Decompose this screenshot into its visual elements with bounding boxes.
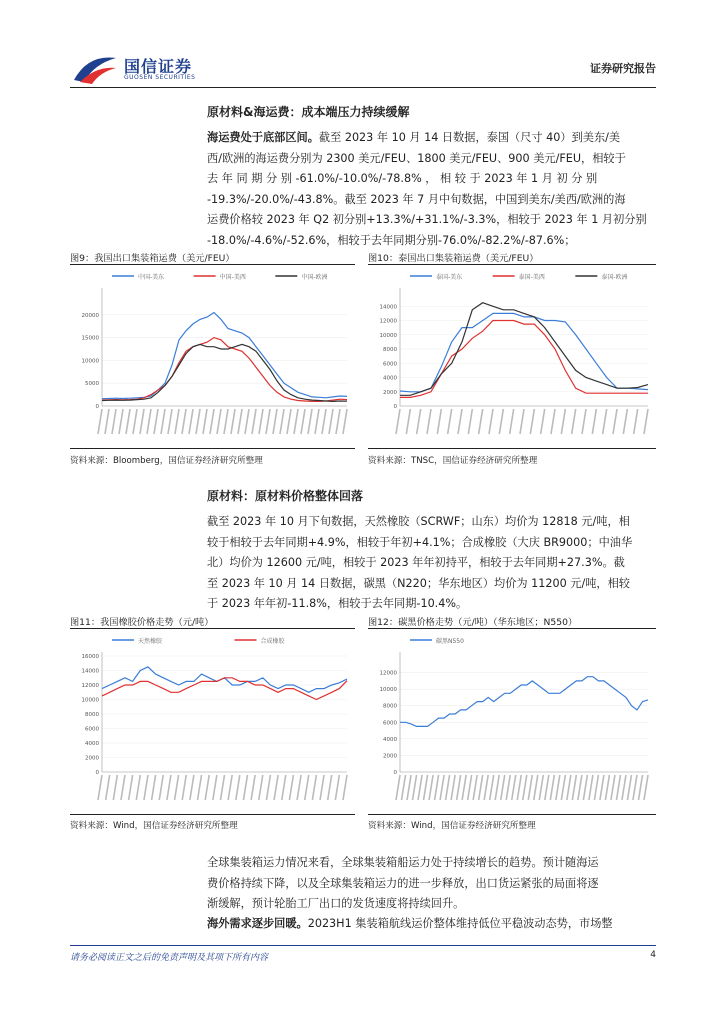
x-tick-mark bbox=[506, 775, 510, 800]
legend-label: 碳黑N550 bbox=[436, 638, 464, 645]
x-tick-mark bbox=[600, 775, 604, 800]
section-title-materials: 原材料：原材料价格整体回落 bbox=[207, 489, 364, 503]
x-tick-mark bbox=[140, 409, 144, 434]
text-line: 于 2023 年年初-11.8%，相较于去年同期-10.4%。 bbox=[207, 597, 468, 610]
x-tick-mark bbox=[105, 409, 109, 434]
x-tick-mark bbox=[175, 409, 179, 434]
text-line: 北）均价为 12600 元/吨，相较于 2023 年年初持平，相较于去年同期+27.3%。截 bbox=[207, 556, 625, 569]
fig11-bottom-rule bbox=[70, 814, 355, 815]
guosen-logo-icon bbox=[70, 52, 120, 86]
x-tick-mark bbox=[322, 409, 326, 434]
paragraph-shipping bbox=[207, 128, 656, 251]
x-tick-mark bbox=[613, 409, 617, 434]
fig9-title-rule bbox=[70, 264, 355, 265]
x-tick-mark bbox=[312, 775, 316, 800]
x-tick-mark bbox=[147, 409, 151, 434]
x-tick-mark bbox=[259, 775, 263, 800]
x-tick-mark bbox=[611, 775, 615, 800]
text-line: 海外需求逐步回暖。2023H1 集装箱航线运价整体维持低位平稳波动态势，市场整 bbox=[207, 917, 613, 930]
x-tick-mark bbox=[126, 409, 130, 434]
footer-divider bbox=[70, 945, 656, 946]
y-tick-label: 6000 bbox=[383, 720, 397, 727]
x-tick-mark bbox=[435, 775, 439, 800]
page-header bbox=[70, 48, 656, 88]
x-tick-mark bbox=[136, 775, 140, 800]
text-line: 去 年 同 期 分 别 -61.0%/-10.0%/-78.8% ， 相 较 于 2023 年 1 月 初 分 别 bbox=[207, 172, 598, 185]
x-tick-mark bbox=[512, 775, 516, 800]
x-tick-mark bbox=[616, 775, 620, 800]
y-tick-label: 4000 bbox=[85, 741, 99, 747]
x-tick-mark bbox=[407, 775, 411, 800]
text-line: 截至 2023 年 10 月下旬数据，天然橡胶（SCRWF；山东）均价为 12818 元/吨，相 bbox=[207, 515, 630, 528]
fig10-chart-svg bbox=[368, 266, 656, 444]
x-tick-mark bbox=[266, 775, 270, 800]
x-tick-mark bbox=[413, 775, 417, 800]
x-tick-mark bbox=[594, 775, 598, 800]
x-tick-mark bbox=[633, 775, 637, 800]
fig12-title-rule bbox=[368, 628, 656, 629]
legend-label: 天然橡胶 bbox=[138, 638, 163, 645]
x-tick-mark bbox=[213, 775, 217, 800]
x-tick-mark bbox=[217, 409, 221, 434]
x-tick-mark bbox=[182, 775, 186, 800]
x-tick-mark bbox=[205, 775, 209, 800]
y-tick-label: 4000 bbox=[383, 375, 397, 382]
x-tick-mark bbox=[252, 409, 256, 434]
x-tick-mark bbox=[402, 775, 406, 800]
x-tick-mark bbox=[495, 775, 499, 800]
fig10-title: 图10：泰国出口集装箱运费（美元/FEU） bbox=[368, 253, 539, 264]
series-line bbox=[102, 313, 347, 399]
x-tick-mark bbox=[167, 775, 171, 800]
x-tick-mark bbox=[473, 775, 477, 800]
x-tick-mark bbox=[583, 775, 587, 800]
text-line: 西/欧洲的海运费分别为 2300 美元/FEU、1800 美元/FEU、900 美元/FEU，相较于 bbox=[207, 151, 626, 165]
x-tick-mark bbox=[198, 775, 202, 800]
x-tick-mark bbox=[190, 775, 194, 800]
x-tick-mark bbox=[561, 409, 565, 434]
x-tick-mark bbox=[396, 409, 400, 434]
y-tick-label: 12000 bbox=[379, 670, 397, 677]
x-tick-mark bbox=[308, 409, 312, 434]
y-tick-label: 0 bbox=[95, 404, 99, 410]
x-tick-mark bbox=[329, 409, 333, 434]
lead-text: 海外需求逐步回暖。 bbox=[207, 917, 308, 930]
x-tick-mark bbox=[468, 409, 472, 434]
y-tick-label: 16000 bbox=[81, 654, 99, 660]
text-line: 全球集装箱运力情况来看，全球集装箱船运力处于持续增长的趋势。预计随海运 bbox=[207, 856, 599, 869]
y-tick-label: 10000 bbox=[81, 697, 99, 704]
brand-name-en: GUOSEN SECURITIES bbox=[124, 74, 196, 81]
text-line: 海运费处于底部区间。截至 2023 年 10 月 14 日数据，泰国（尺寸 40）到美东/美 bbox=[207, 131, 621, 144]
x-tick-mark bbox=[490, 775, 494, 800]
x-tick-mark bbox=[224, 409, 228, 434]
x-tick-mark bbox=[638, 775, 642, 800]
x-tick-mark bbox=[301, 409, 305, 434]
x-tick-mark bbox=[457, 775, 461, 800]
x-tick-mark bbox=[320, 775, 324, 800]
y-tick-label: 6000 bbox=[85, 726, 99, 733]
y-tick-label: 20000 bbox=[81, 312, 99, 319]
y-tick-label: 14000 bbox=[81, 668, 99, 675]
x-tick-mark bbox=[541, 409, 545, 434]
fig11-title: 图11：我国橡胶价格走势（元/吨） bbox=[70, 617, 214, 628]
x-tick-mark bbox=[458, 409, 462, 434]
x-tick-mark bbox=[534, 775, 538, 800]
series-line bbox=[102, 344, 347, 401]
x-tick-mark bbox=[520, 409, 524, 434]
fig10-chart bbox=[368, 266, 656, 444]
x-tick-mark bbox=[501, 775, 505, 800]
x-tick-mark bbox=[462, 775, 466, 800]
report-type-label: 证券研究报告 bbox=[590, 62, 656, 75]
x-tick-mark bbox=[468, 775, 472, 800]
text-line: 费价格持续下降，以及全球集装箱运力的进一步释放，出口货运紧张的局面将逐 bbox=[207, 876, 599, 890]
x-tick-mark bbox=[98, 409, 102, 434]
y-tick-label: 14000 bbox=[379, 304, 397, 311]
footer-disclaimer-link[interactable]: 请务必阅读正文之后的免责声明及其项下所有内容 bbox=[70, 953, 269, 963]
x-tick-mark bbox=[484, 775, 488, 800]
x-tick-mark bbox=[196, 409, 200, 434]
text-line: 至 2023 年 10 月 14 日数据，碳黑（N220；华东地区）均价为 11200 元/吨，相较 bbox=[207, 576, 630, 590]
series-line bbox=[400, 677, 648, 727]
x-tick-mark bbox=[644, 409, 648, 434]
legend-label: 泰国-欧洲 bbox=[601, 274, 628, 281]
text-line: -18.0%/-4.6%/-52.6%，相较于去年同期分别-76.0%/-82.2%/-87.6%； bbox=[207, 233, 576, 247]
x-tick-mark bbox=[343, 775, 347, 800]
fig12-title: 图12：碳黑价格走势（元/吨）（华东地区；N550） bbox=[368, 617, 578, 628]
x-tick-mark bbox=[159, 775, 163, 800]
fig9-source: 资料来源：Bloomberg，国信证券经济研究所整理 bbox=[70, 456, 263, 466]
fig11-source: 资料来源：Wind，国信证券经济研究所整理 bbox=[70, 821, 238, 831]
x-tick-mark bbox=[627, 775, 631, 800]
x-tick-mark bbox=[528, 775, 532, 800]
x-tick-mark bbox=[396, 775, 400, 800]
y-tick-label: 6000 bbox=[383, 361, 397, 368]
x-tick-mark bbox=[489, 409, 493, 434]
x-tick-mark bbox=[448, 409, 452, 434]
x-tick-mark bbox=[440, 775, 444, 800]
x-tick-mark bbox=[245, 409, 249, 434]
legend-label: 中国-美西 bbox=[219, 274, 246, 281]
x-tick-mark bbox=[605, 775, 609, 800]
text-line: -19.3%/-20.0%/-43.8%。截至 2023 年 7 月中旬数据，中国到美东/美西/欧洲的海 bbox=[207, 192, 626, 206]
legend-label: 中国-美东 bbox=[138, 274, 165, 281]
x-tick-mark bbox=[133, 409, 137, 434]
x-tick-mark bbox=[221, 775, 225, 800]
paragraph-materials bbox=[207, 512, 656, 615]
fig11-chart bbox=[70, 630, 355, 810]
y-tick-label: 2000 bbox=[85, 755, 99, 762]
y-tick-label: 5000 bbox=[85, 381, 99, 388]
fig10-source: 资料来源：TNSC，国信证券经济研究所整理 bbox=[368, 456, 538, 466]
y-tick-label: 4000 bbox=[383, 736, 397, 743]
x-tick-mark bbox=[603, 409, 607, 434]
fig10-bottom-rule bbox=[368, 448, 656, 449]
text-line: 较于相较于去年同期+4.9%，相较于年初+4.1%；合成橡胶（大庆 BR9000；中油华 bbox=[207, 535, 633, 549]
x-tick-mark bbox=[592, 409, 596, 434]
x-tick-mark bbox=[287, 409, 291, 434]
fig9-bottom-rule bbox=[70, 448, 355, 449]
x-tick-mark bbox=[328, 775, 332, 800]
x-tick-mark bbox=[424, 775, 428, 800]
x-tick-mark bbox=[418, 775, 422, 800]
x-tick-mark bbox=[294, 409, 298, 434]
x-tick-mark bbox=[451, 775, 455, 800]
x-tick-mark bbox=[236, 775, 240, 800]
x-tick-mark bbox=[634, 409, 638, 434]
x-tick-mark bbox=[446, 775, 450, 800]
x-tick-mark bbox=[479, 409, 483, 434]
y-tick-label: 8000 bbox=[383, 703, 397, 710]
x-tick-mark bbox=[203, 409, 207, 434]
fig11-title-rule bbox=[70, 628, 355, 629]
x-tick-mark bbox=[572, 775, 576, 800]
legend-label: 合成橡胶 bbox=[260, 638, 285, 645]
y-tick-label: 10000 bbox=[379, 332, 397, 339]
y-tick-label: 2000 bbox=[383, 389, 397, 396]
brand-name-cn: 国信证券 bbox=[124, 57, 193, 76]
y-tick-label: 8000 bbox=[85, 712, 99, 718]
paragraph-demand bbox=[207, 914, 656, 935]
x-tick-mark bbox=[243, 775, 247, 800]
y-tick-label: 2000 bbox=[383, 753, 397, 760]
fig12-source: 资料来源：Wind，国信证券经济研究所整理 bbox=[368, 821, 536, 831]
x-tick-mark bbox=[154, 409, 158, 434]
x-tick-mark bbox=[622, 775, 626, 800]
x-tick-mark bbox=[336, 409, 340, 434]
fig12-bottom-rule bbox=[368, 814, 656, 815]
y-tick-label: 0 bbox=[393, 770, 397, 776]
x-tick-mark bbox=[297, 775, 301, 800]
x-tick-mark bbox=[572, 409, 576, 434]
x-tick-mark bbox=[282, 775, 286, 800]
series-line bbox=[102, 338, 347, 402]
x-tick-mark bbox=[556, 775, 560, 800]
x-tick-mark bbox=[112, 409, 116, 434]
fig12-chart-svg bbox=[368, 630, 656, 810]
x-tick-mark bbox=[539, 775, 543, 800]
x-tick-mark bbox=[437, 409, 441, 434]
x-tick-mark bbox=[129, 775, 133, 800]
x-tick-mark bbox=[530, 409, 534, 434]
x-tick-mark bbox=[161, 409, 165, 434]
x-tick-mark bbox=[238, 409, 242, 434]
x-tick-mark bbox=[582, 409, 586, 434]
x-tick-mark bbox=[406, 409, 410, 434]
x-tick-mark bbox=[168, 409, 172, 434]
x-tick-mark bbox=[644, 775, 648, 800]
fig11-chart-svg bbox=[70, 630, 355, 810]
legend-label: 泰国-美西 bbox=[518, 274, 545, 281]
x-tick-mark bbox=[175, 775, 179, 800]
x-tick-mark bbox=[280, 409, 284, 434]
y-tick-label: 12000 bbox=[379, 318, 397, 325]
x-tick-mark bbox=[121, 775, 125, 800]
x-tick-mark bbox=[210, 409, 214, 434]
x-tick-mark bbox=[305, 775, 309, 800]
y-tick-label: 15000 bbox=[81, 335, 99, 342]
x-tick-mark bbox=[417, 409, 421, 434]
x-tick-mark bbox=[189, 409, 193, 434]
x-tick-mark bbox=[98, 775, 102, 800]
brand-logo bbox=[70, 52, 260, 86]
header-divider bbox=[70, 87, 656, 88]
x-tick-mark bbox=[259, 409, 263, 434]
x-tick-mark bbox=[335, 775, 339, 800]
x-tick-mark bbox=[545, 775, 549, 800]
legend-label: 中国-欧洲 bbox=[301, 274, 328, 281]
x-tick-mark bbox=[429, 775, 433, 800]
lead-text: 海运费处于底部区间。 bbox=[207, 131, 319, 144]
x-tick-mark bbox=[106, 775, 110, 800]
x-tick-mark bbox=[567, 775, 571, 800]
x-tick-mark bbox=[479, 775, 483, 800]
x-tick-mark bbox=[231, 409, 235, 434]
x-tick-mark bbox=[315, 409, 319, 434]
y-tick-label: 10000 bbox=[81, 358, 99, 365]
fig12-chart bbox=[368, 630, 656, 810]
x-tick-mark bbox=[578, 775, 582, 800]
x-tick-mark bbox=[228, 775, 232, 800]
fig9-chart bbox=[70, 266, 355, 444]
x-tick-mark bbox=[499, 409, 503, 434]
x-tick-mark bbox=[251, 775, 255, 800]
section-title-shipping: 原材料&海运费：成本端压力持续缓解 bbox=[207, 105, 410, 119]
x-tick-mark bbox=[510, 409, 514, 434]
x-tick-mark bbox=[550, 775, 554, 800]
x-tick-mark bbox=[343, 409, 347, 434]
x-tick-mark bbox=[274, 775, 278, 800]
x-tick-mark bbox=[182, 409, 186, 434]
x-tick-mark bbox=[623, 409, 627, 434]
x-tick-mark bbox=[561, 775, 565, 800]
x-tick-mark bbox=[589, 775, 593, 800]
text-line: 运费价格较 2023 年 Q2 初分别+13.3%/+31.1%/-3.3%，相较于 2023 年 1 月初分别 bbox=[207, 213, 647, 226]
y-tick-label: 12000 bbox=[81, 683, 99, 689]
x-tick-mark bbox=[113, 775, 117, 800]
x-tick-mark bbox=[551, 409, 555, 434]
x-tick-mark bbox=[273, 409, 277, 434]
x-tick-mark bbox=[266, 409, 270, 434]
x-tick-mark bbox=[144, 775, 148, 800]
fig9-title: 图9：我国出口集装箱运费（美元/FEU） bbox=[70, 253, 235, 264]
y-tick-label: 0 bbox=[393, 404, 397, 410]
y-tick-label: 10000 bbox=[379, 687, 397, 694]
x-tick-mark bbox=[523, 775, 527, 800]
paragraph-capacity bbox=[207, 853, 656, 915]
x-tick-mark bbox=[119, 409, 123, 434]
text-line: 渐缓解，预计轮胎工厂出口的发货速度将持续回升。 bbox=[207, 897, 465, 910]
series-line bbox=[102, 678, 347, 700]
x-tick-mark bbox=[517, 775, 521, 800]
fig10-title-rule bbox=[368, 264, 656, 265]
x-tick-mark bbox=[289, 775, 293, 800]
y-tick-label: 8000 bbox=[383, 347, 397, 353]
y-tick-label: 0 bbox=[95, 770, 99, 776]
x-tick-mark bbox=[152, 775, 156, 800]
fig9-chart-svg bbox=[70, 266, 355, 444]
x-tick-mark bbox=[427, 409, 431, 434]
page-number: 4 bbox=[650, 950, 656, 960]
legend-label: 泰国-美东 bbox=[436, 274, 463, 281]
